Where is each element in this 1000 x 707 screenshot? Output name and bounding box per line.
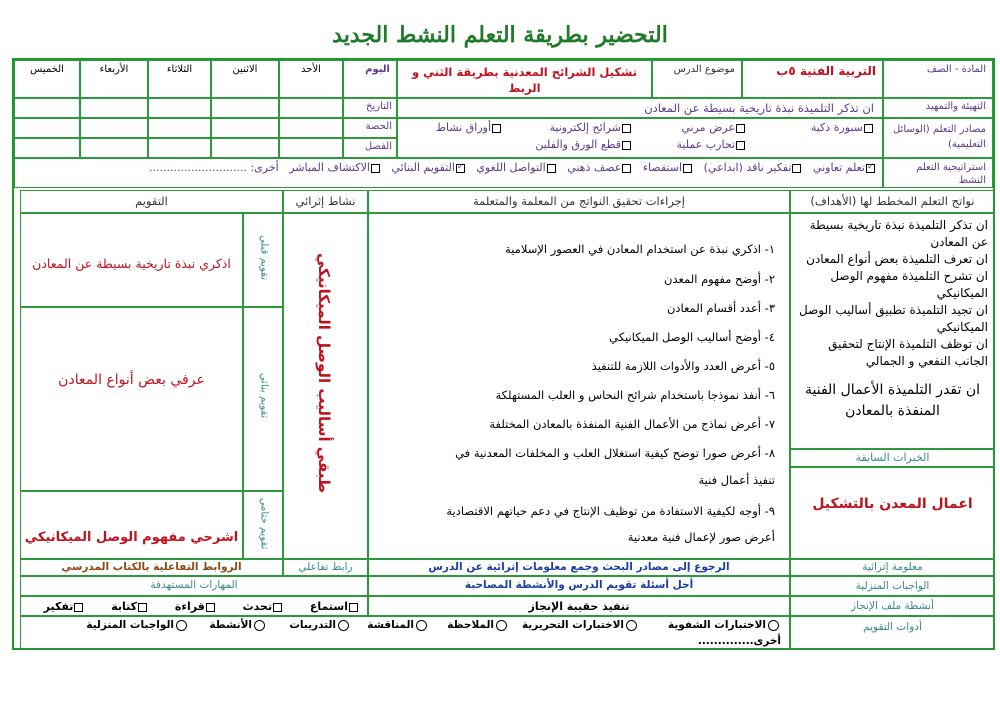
eval-pre-type-box <box>243 213 283 307</box>
checkbox-icon <box>206 603 215 612</box>
portfolio-value: تنفيذ حقيبة الإنجاز <box>368 596 790 616</box>
radio-icon <box>496 620 507 631</box>
checkbox-icon <box>622 141 631 150</box>
tool-other[interactable]: أخرى.............. <box>697 635 781 647</box>
eval-pre-type: تقويم قبلي <box>258 234 270 281</box>
strategies-box <box>14 158 883 188</box>
checkbox-checked-icon <box>866 164 875 173</box>
strategy-other[interactable]: أخرى: ............................ <box>149 161 279 174</box>
checkbox-icon <box>622 164 631 173</box>
eval-form-text: عرفي بعض أنواع المعادن <box>20 307 243 491</box>
prior-label: الخبرات السابقة <box>790 449 995 467</box>
prior-value: اعمال المعدن بالتشكيل <box>790 467 995 559</box>
enrich-info-label: معلومة إثرائية <box>790 559 995 576</box>
homework-label: الواجبات المنزلية <box>790 576 995 596</box>
date-label: التاريخ <box>343 98 397 118</box>
strategy-discovery[interactable]: الاكتشاف المباشر <box>289 161 381 174</box>
goals-box <box>790 213 995 449</box>
step-7: ٧- أعرض نماذج من الأعمال الفنية المنفذة بالمعادن المختلفة <box>489 417 775 431</box>
goal-item: ان تشرح التلميذة مفهوم الوصل الميكانيكي <box>830 269 988 300</box>
class-wednesday[interactable] <box>80 138 148 158</box>
eval-pre-text: اذكري نبذة تاريخية بسيطة عن المعادن <box>20 213 243 307</box>
tool-homework[interactable]: الواجبات المنزلية <box>86 619 189 631</box>
tools-label: أدوات التقويم <box>790 616 995 650</box>
checkbox-icon <box>736 141 745 150</box>
radio-icon <box>626 620 637 631</box>
radio-icon <box>176 620 187 631</box>
tools-box <box>20 616 790 650</box>
goal-item: ان تذكر التلميذة نبذة تاريخية بسيطة عن المعادن <box>809 218 988 249</box>
eval-sum-type: تقويم ختامي <box>258 497 270 550</box>
strategy-critical[interactable]: تفكير ناقد (ابداعي) <box>704 161 803 174</box>
class-thursday[interactable] <box>14 138 80 158</box>
date-thursday[interactable] <box>14 98 80 118</box>
period-sunday[interactable] <box>279 118 343 138</box>
step-6: ٦- أنفذ نموذجا باستخدام شرائح النحاس و العلب المستهلكة <box>495 388 775 402</box>
period-wednesday[interactable] <box>80 118 148 138</box>
res-paper-cork[interactable]: قطع الورق والفلين <box>535 138 632 151</box>
day-label: اليوم <box>343 60 397 98</box>
period-label: الحصة <box>343 118 397 138</box>
step-8-cont: تنفيذ أعمال فنية <box>698 473 775 487</box>
period-thursday[interactable] <box>14 118 80 138</box>
skills-box <box>20 596 368 616</box>
checkbox-icon <box>864 124 873 133</box>
class-tuesday[interactable] <box>148 138 211 158</box>
tool-discussion[interactable]: المناقشة <box>367 619 429 631</box>
step-4: ٤- أوضح أساليب الوصل الميكانيكي <box>609 330 775 344</box>
day-wednesday: الأربعاء <box>80 60 148 98</box>
res-video[interactable]: عرض مرني <box>681 121 746 134</box>
goal-item: ان توظف التلميذة الإنتاج لتحقيق الجانب النفعي و الجمالي <box>828 337 988 368</box>
strategy-brainstorm[interactable]: عصف ذهني <box>567 161 632 174</box>
checkbox-icon <box>547 164 556 173</box>
step-2: ٢- أوضح مفهوم المعدن <box>664 272 775 286</box>
day-monday: الاثنين <box>211 60 279 98</box>
goal-item: ان تجيد التلميذة تطبيق أساليب الوصل الميكانيكي <box>799 303 988 334</box>
portfolio-label: أنشطة ملف الإنجاز <box>790 596 995 616</box>
homework-value: أحل أسئلة تقويم الدرس والأنشطة المصاحبة <box>368 576 790 596</box>
strategy-label: استراتيجية التعلم النشط <box>883 158 993 188</box>
checkbox-icon <box>74 603 83 612</box>
radio-icon <box>338 620 349 631</box>
radio-icon <box>416 620 427 631</box>
class-label: الفصل <box>343 138 397 158</box>
skill-speaking[interactable]: تحدث <box>243 600 283 613</box>
subject-label: المادة - الصف <box>883 60 993 98</box>
eval-sum-type-box <box>243 491 283 559</box>
subject-value: التربية الفنية ٥ب <box>742 60 883 98</box>
date-wednesday[interactable] <box>80 98 148 118</box>
enrich-info-value: الرجوع إلى مصادر البحث وجمع معلومات إثرائية عن الدرس <box>368 559 790 576</box>
period-monday[interactable] <box>211 118 279 138</box>
class-monday[interactable] <box>211 138 279 158</box>
skill-listening[interactable]: استماع <box>310 600 359 613</box>
skill-thinking[interactable]: تفكير <box>44 600 85 613</box>
enrichment-box <box>283 213 368 559</box>
res-worksheets[interactable]: أوراق نشاط <box>436 121 502 134</box>
day-sunday: الأحد <box>279 60 343 98</box>
checkbox-icon <box>492 124 501 133</box>
resources-label: مصادر التعلم (الوسائل التعليمية) <box>883 118 993 158</box>
tool-observation[interactable]: الملاحظة <box>447 619 509 631</box>
step-5: ٥- أعرض العدد والأدوات اللازمة للتنفيذ <box>591 359 775 373</box>
step-9-cont: أعرض صور لإعمال فنية معدنية <box>627 530 775 544</box>
checkbox-icon <box>792 164 801 173</box>
resources-box <box>397 118 883 158</box>
evaluation-header: التقويم <box>20 190 283 213</box>
goals-header: نواتج التعلم المخطط لها (الأهداف) <box>790 190 995 213</box>
skill-reading[interactable]: قراءة <box>175 600 216 613</box>
radio-icon <box>254 620 265 631</box>
eval-form-type-box <box>243 307 283 491</box>
checkbox-icon <box>349 603 358 612</box>
step-1: ١- اذكري نبذة عن استخدام المعادن في العصور الإسلامية <box>505 242 775 256</box>
step-8: ٨- أعرض صورا توضح كيفية استغلال العلب و المخلفات المعدنية في <box>455 446 775 460</box>
date-monday[interactable] <box>211 98 279 118</box>
intro-label: التهيئة والتمهيد <box>883 98 993 118</box>
eval-form-type: تقويم بنائي <box>258 372 270 419</box>
checkbox-icon <box>138 603 147 612</box>
date-tuesday[interactable] <box>148 98 211 118</box>
date-sunday[interactable] <box>279 98 343 118</box>
topic-label: موضوع الدرس <box>652 60 742 98</box>
goal-item: ان تعرف التلميذة بعض أنواع المعادن <box>806 252 988 266</box>
strategy-inquiry[interactable]: استقصاء <box>643 161 693 174</box>
period-tuesday[interactable] <box>148 118 211 138</box>
interactive-value[interactable]: الروابط التفاعلية بالكتاب المدرسي <box>20 559 283 576</box>
checkbox-checked-icon <box>456 164 465 173</box>
res-slides[interactable]: شرائح إلكترونية <box>550 121 632 134</box>
step-3: ٣- أعدد أقسام المعادن <box>666 301 775 315</box>
step-9: ٩- أوجه لكيفية الاستفادة من توظيف الإنتاج في دعم حياتهم الاقتصادية <box>446 504 775 518</box>
skill-writing[interactable]: كتابة <box>111 600 148 613</box>
skills-label: المهارات المستهدفة <box>20 576 368 596</box>
intro-value: ان تذكر التلميذة نبذة تاريخية بسيطة عن المعادن <box>397 98 883 118</box>
goal-item-last: ان تقدر التلميذة الأعمال الفنية المنفذة بالمعادن <box>804 382 981 419</box>
checkbox-icon <box>622 124 631 133</box>
strategy-formative[interactable]: ✓التقويم البنائي <box>391 161 465 174</box>
day-thursday: الخميس <box>14 60 80 98</box>
checkbox-icon <box>683 164 692 173</box>
res-smartboard[interactable]: سبورة ذكية <box>811 121 874 134</box>
radio-icon <box>768 620 779 631</box>
tool-activities[interactable]: الأنشطة <box>209 619 267 631</box>
topic-value: تشكيل الشرائح المعدنية بطريقة الثني و الربط <box>397 60 652 98</box>
checkbox-icon <box>371 164 380 173</box>
enrichment-header: نشاط إثرائي <box>283 190 368 213</box>
checkbox-icon <box>736 124 745 133</box>
tool-oral[interactable]: الاختبارات الشفوية <box>668 619 781 631</box>
res-experiments[interactable]: تجارب عملية <box>677 138 746 151</box>
tool-exercises[interactable]: التدريبات <box>289 619 351 631</box>
class-sunday[interactable] <box>279 138 343 158</box>
strategy-cooperative[interactable]: ✓تعلم تعاوني <box>813 161 876 174</box>
tool-written[interactable]: الاختبارات التحريرية <box>522 619 639 631</box>
eval-sum-text: اشرحي مفهوم الوصل الميكانيكي <box>20 491 243 559</box>
procedures-header: إجراءات تحقيق النواتج من المعلمة والمتعلمة <box>368 190 790 213</box>
day-tuesday: الثلاثاء <box>148 60 211 98</box>
checkbox-icon <box>273 603 282 612</box>
page-title: التحضير بطريقة التعلم النشط الجديد <box>332 22 668 48</box>
interactive-label: رابط تفاعلي <box>283 559 368 576</box>
strategy-language[interactable]: التواصل اللغوي <box>476 161 556 174</box>
enrichment-value: طبقي أساليب الوصل الميكانيكي <box>315 252 333 494</box>
